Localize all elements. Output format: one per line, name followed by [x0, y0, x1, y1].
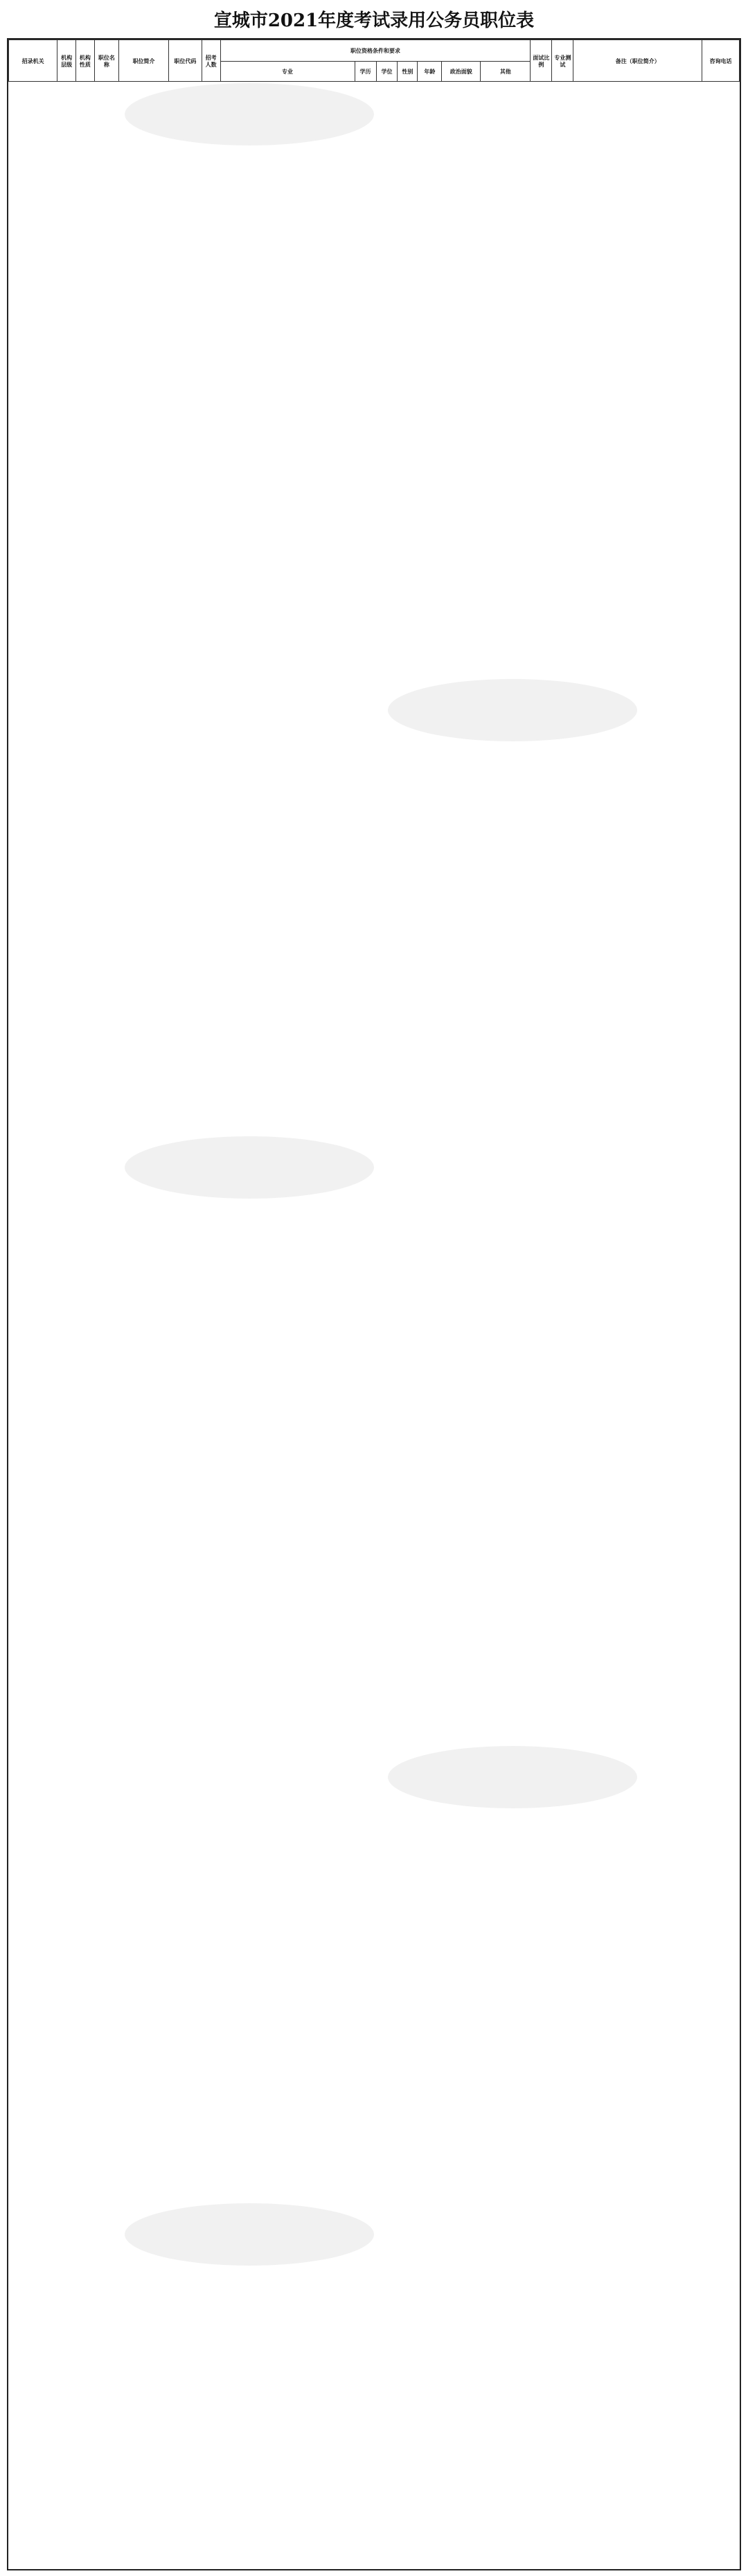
header-age: 年龄 — [418, 62, 442, 82]
table-header-row — [9, 40, 740, 62]
header-major: 专业 — [220, 62, 355, 82]
header-nature: 机构性质 — [76, 40, 95, 82]
header-education: 学历 — [355, 62, 376, 82]
header-skills: 专业测试 — [552, 40, 573, 82]
header-position-code: 职位代码 — [169, 40, 202, 82]
header-exam: 面试比例 — [531, 40, 552, 82]
position-table-container — [7, 38, 741, 2570]
header-degree: 学位 — [376, 62, 398, 82]
header-position-name: 职位名称 — [94, 40, 118, 82]
header-phone: 咨询电话 — [702, 40, 740, 82]
page-title: 宣城市2021年度考试录用公务员职位表 — [213, 10, 535, 31]
header-other: 其他 — [481, 62, 531, 82]
header-unit: 招录机关 — [9, 40, 57, 82]
header-position-desc: 职位简介 — [118, 40, 168, 82]
header-remark: 备注（职位简介） — [573, 40, 702, 82]
header-gender: 性别 — [398, 62, 418, 82]
header-politics: 政治面貌 — [442, 62, 481, 82]
header-level: 机构层级 — [57, 40, 76, 82]
header-count: 招考人数 — [202, 40, 220, 82]
position-table — [8, 39, 740, 82]
header-qualifications: 职位资格条件和要求 — [220, 40, 531, 62]
